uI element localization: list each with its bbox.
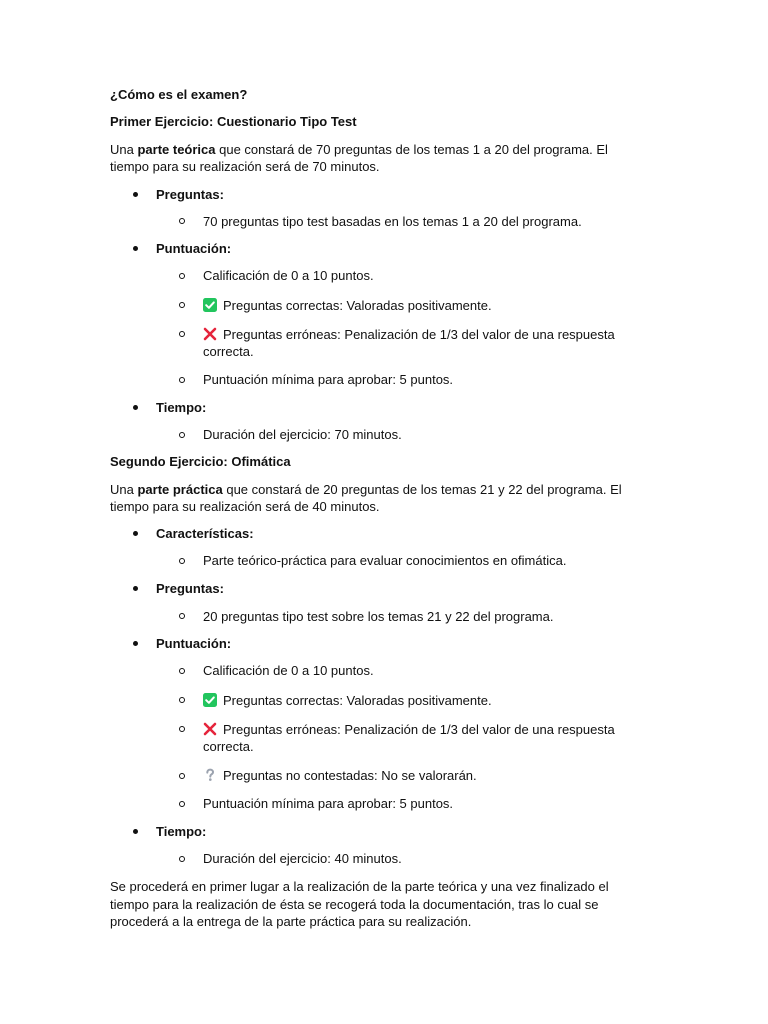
ex2-punt-item-4-text: Preguntas no contestadas: No se valorarán. <box>223 768 477 783</box>
ex1-punt-item-2 <box>203 297 492 314</box>
cross-mark-icon <box>203 327 217 341</box>
ex1-punt-item-4: Puntuación mínima para aprobar: 5 puntos. <box>203 372 454 387</box>
ex1-intro-pre: Una <box>110 142 138 157</box>
sub-bullet-circle <box>179 856 185 862</box>
sub-bullet-circle <box>179 331 185 337</box>
bullet-dot <box>133 586 138 591</box>
ex2-intro-line-1 <box>110 481 622 498</box>
bullet-dot <box>133 192 138 197</box>
sub-bullet-circle <box>179 773 185 779</box>
ex2-caract-item: Parte teórico-práctica para evaluar conocimientos en ofimática. <box>203 553 567 568</box>
ex2-intro-pre: Una <box>110 482 138 497</box>
ex2-tiempo-item: Duración del ejercicio: 40 minutos. <box>203 851 402 866</box>
ex2-punt-item-3-text: Preguntas erróneas: Penalización de 1/3 del valor de una respuesta <box>223 722 615 737</box>
ex1-punt-item-3-text: Preguntas erróneas: Penalización de 1/3 del valor de una respuesta <box>223 327 615 342</box>
sub-bullet-circle <box>179 218 185 224</box>
ex1-punt-item-1: Calificación de 0 a 10 puntos. <box>203 268 374 283</box>
ex2-punt-item-2 <box>203 692 492 709</box>
ex1-punt-item-3-cont: correcta. <box>203 344 254 359</box>
check-mark-icon <box>203 693 217 707</box>
bullet-dot <box>133 246 138 251</box>
sub-bullet-circle <box>179 302 185 308</box>
ex2-punt-item-2-text: Preguntas correctas: Valoradas positivamente. <box>223 693 492 708</box>
ex2-intro-bold: parte práctica <box>137 482 223 497</box>
ex1-intro-bold: parte teórica <box>137 142 216 157</box>
ex2-caract-label: Características: <box>156 526 254 541</box>
ex2-punt-item-5: Puntuación mínima para aprobar: 5 puntos. <box>203 796 454 811</box>
ex1-preguntas-label: Preguntas: <box>156 187 224 202</box>
question-mark-icon <box>203 768 217 782</box>
ex2-preguntas-label: Preguntas: <box>156 581 224 596</box>
ex2-tiempo-label: Tiempo: <box>156 824 207 839</box>
ex1-intro-line-1 <box>110 141 608 158</box>
sub-bullet-circle <box>179 377 185 383</box>
sub-bullet-circle <box>179 668 185 674</box>
ex2-puntuacion-label: Puntuación: <box>156 636 232 651</box>
sub-bullet-circle <box>179 726 185 732</box>
ex1-intro-line-2: tiempo para su realización será de 70 minutos. <box>110 159 380 174</box>
sub-bullet-circle <box>179 613 185 619</box>
ex1-punt-item-3 <box>203 326 615 343</box>
bullet-dot <box>133 829 138 834</box>
ex2-punt-item-4 <box>203 767 477 784</box>
sub-bullet-circle <box>179 558 185 564</box>
ex1-tiempo-label: Tiempo: <box>156 400 207 415</box>
ex2-title: Segundo Ejercicio: Ofimática <box>110 454 291 469</box>
cross-mark-icon <box>203 722 217 736</box>
ex2-punt-item-3 <box>203 721 615 738</box>
ex1-punt-item-2-text: Preguntas correctas: Valoradas positivamente. <box>223 298 492 313</box>
sub-bullet-circle <box>179 273 185 279</box>
sub-bullet-circle <box>179 432 185 438</box>
sub-bullet-circle <box>179 697 185 703</box>
ex2-intro-post: que constará de 20 preguntas de los temas 21 y 22 del programa. El <box>222 482 622 497</box>
closing-line-1: Se procederá en primer lugar a la realización de la parte teórica y una vez finalizado el <box>110 879 609 894</box>
closing-line-3: procederá a la entrega de la parte práctica para su realización. <box>110 914 472 929</box>
closing-line-2: tiempo para la realización de ésta se recogerá toda la documentación, tras lo cual se <box>110 897 599 912</box>
check-mark-icon <box>203 298 217 312</box>
ex1-tiempo-item: Duración del ejercicio: 70 minutos. <box>203 427 402 442</box>
ex1-puntuacion-label: Puntuación: <box>156 241 232 256</box>
bullet-dot <box>133 405 138 410</box>
ex1-intro-post: que constará de 70 preguntas de los temas 1 a 20 del programa. El <box>215 142 608 157</box>
ex2-preguntas-item: 20 preguntas tipo test sobre los temas 21 y 22 del programa. <box>203 609 554 624</box>
bullet-dot <box>133 641 138 646</box>
ex2-punt-item-1: Calificación de 0 a 10 puntos. <box>203 663 374 678</box>
ex1-preguntas-item: 70 preguntas tipo test basadas en los temas 1 a 20 del programa. <box>203 214 582 229</box>
bullet-dot <box>133 531 138 536</box>
page-heading: ¿Cómo es el examen? <box>110 87 248 102</box>
ex1-title: Primer Ejercicio: Cuestionario Tipo Test <box>110 114 357 129</box>
sub-bullet-circle <box>179 801 185 807</box>
ex2-intro-line-2: tiempo para su realización será de 40 minutos. <box>110 499 380 514</box>
ex2-punt-item-3-cont: correcta. <box>203 739 254 754</box>
